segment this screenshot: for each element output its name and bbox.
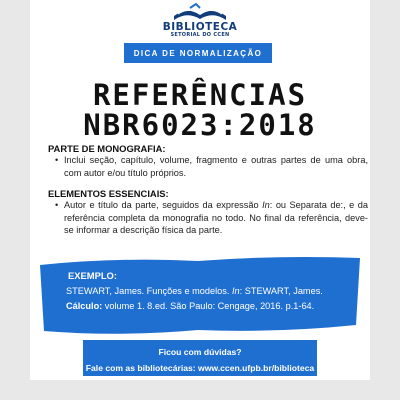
page-title-line2: NBR6023:2018 (83, 108, 317, 142)
footer-contact[interactable]: Fale com as bibliotecárias: www.ccen.ufpb.br/biblioteca (85, 363, 315, 373)
library-logo (152, 2, 248, 42)
left-frame (0, 0, 30, 400)
example-text (66, 284, 356, 313)
logo-title: BIBLIOTECA (162, 21, 238, 33)
logo-subtitle: SETORIAL DO CCEN (170, 32, 230, 38)
bullet-dot-icon: • (55, 155, 59, 165)
example-text-3: : STEWART, James. (239, 286, 323, 296)
section2-text-in: In (262, 200, 270, 210)
bottom-frame (0, 380, 400, 400)
section1-bullet-text: Inclui seção, capítulo, volume, fragmento e outras partes de uma obra, com autor e/ou título próprios. (64, 155, 368, 178)
example-text-in: In (231, 286, 240, 296)
example-label: EXEMPLO: (68, 270, 117, 281)
example-text-1: STEWART, James. Funções e modelos. (66, 286, 232, 296)
section2-heading: ELEMENTOS ESSENCIAIS: (48, 188, 169, 199)
footer-question: Ficou com dúvidas? (158, 347, 242, 357)
section2-text-b: : ou Separata de:, e da referência completa da monografia no todo. No final da referência, deve-se informar a descrição física da parte. (64, 200, 368, 235)
section1-bullet (55, 154, 368, 179)
tip-banner: DICA DE NORMALIZAÇÃO (124, 43, 272, 63)
section2-bullet-text (58, 199, 368, 237)
open-book-icon (170, 2, 230, 22)
page-title-line1: REFERÊNCIAS (92, 78, 308, 112)
example-text-5: volume 1. 8.ed. São Paulo: Cengage, 2016. p.1-64. (102, 300, 315, 311)
section2-text-a: Autor e título da parte, seguidos da expressão (64, 200, 263, 210)
section2-bullet (55, 199, 368, 237)
bullet-dot-icon: • (55, 200, 59, 210)
example-text-bold: Cálculo: (66, 300, 103, 311)
right-frame (370, 0, 400, 400)
section1-heading: PARTE DE MONOGRAFIA: (48, 143, 166, 154)
